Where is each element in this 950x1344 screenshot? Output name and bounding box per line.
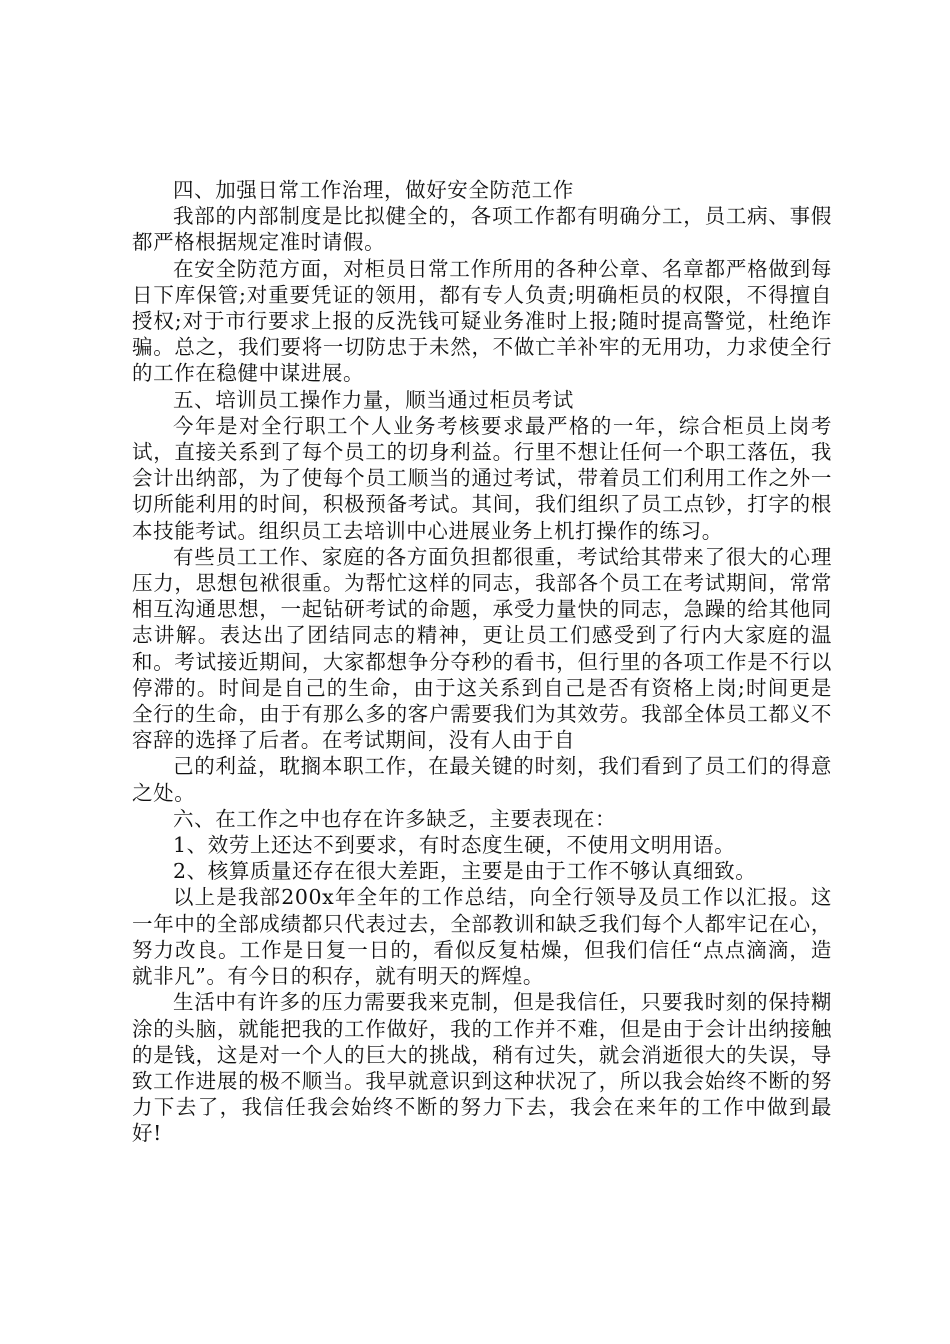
paragraph-closing: 生活中有许多的压力需要我来克制，但是我信任，只要我时刻的保持糊涂的头脑，就能把我的工作做好，我的工作并不难，但是由于会计出纳接触的是钱，这是对一个人的巨大的挑战，稍有过失，就会消逝很大的失误，导致工作进展的极不顺当。我早就意识到这种状况了，所以我会始终不断的努力下去了，我信任我会始终不断的努力下去，我会在来年的工作中做到最好!	[132, 990, 832, 1146]
paragraph-pressure: 有些员工工作、家庭的各方面负担都很重，考试给其带来了很大的心理压力，思想包袱很重。为帮忙这样的同志，我部各个员工在考试期间，常常相互沟通思想，一起钻研考试的命题，承受力量快的同志，急躁的给其他同志讲解。表达出了团结同志的精神，更让员工们感受到了行内大家庭的温和。考试接近期间，大家都想争分夺秒的看书，但行里的各项工作是不行以停滞的。时间是自己的生命，由于这关系到自己是否有资格上岗;时间更是全行的生命，由于有那么多的客户需要我们为其效劳。我部全体员工都义不容辞的选择了后者。在考试期间，没有人由于自	[132, 544, 832, 753]
paragraph-safety: 在安全防范方面，对柜员日常工作所用的各种公章、名章都严格做到每日下库保管;对重要凭证的领用，都有专人负责;明确柜员的权限，不得擅自授权;对于市行要求上报的反洗钱可疑业务准时上报;随时提高警觉，杜绝诈骗。总之，我们要将一切防忠于未然，不做亡羊补牢的无用功，力求使全行的工作在稳健中谋进展。	[132, 256, 832, 386]
list-item-2: 2、核算质量还存在很大差距，主要是由于工作不够认真细致。	[173, 859, 757, 884]
paragraph-exam: 今年是对全行职工个人业务考核要求最严格的一年，综合柜员上岗考试，直接关系到了每个员工的切身利益。行里不想让任何一个职工落伍，我会计出纳部，为了使每个员工顺当的通过考试，带着员工们利用工作之外一切所能利用的时间，积极预备考试。其间，我们组织了员工点钞，打字的根本技能考试。组织员工去培训中心进展业务上机打操作的练习。	[132, 413, 832, 543]
list-item-1: 1、效劳上还达不到要求，有时态度生硬，不使用文明用语。	[173, 833, 736, 858]
section-heading-4: 四、加强日常工作治理，做好安全防范工作	[173, 178, 574, 202]
paragraph-continued: 己的利益，耽搁本职工作，在最关键的时刻，我们看到了员工们的得意之处。	[132, 754, 832, 805]
section-heading-5: 五、培训员工操作力量，顺当通过柜员考试	[173, 387, 574, 412]
paragraph-internal-system: 我部的内部制度是比拟健全的，各项工作都有明确分工，员工病、事假都严格根据规定准时请假。	[132, 204, 832, 255]
section-heading-6: 六、在工作之中也存在许多缺乏，主要表现在：	[173, 806, 617, 831]
document-body	[132, 177, 832, 1147]
paragraph-summary: 以上是我部200x年全年的工作总结，向全行领导及员工作以汇报。这一年中的全部成绩都只代表过去，全部教训和缺乏我们每个人都牢记在心，努力改良。工作是日复一日的，看似反复枯燥，但我们信任“点点滴滴，造就非凡”。有今日的积存，就有明天的辉煌。	[132, 885, 832, 989]
